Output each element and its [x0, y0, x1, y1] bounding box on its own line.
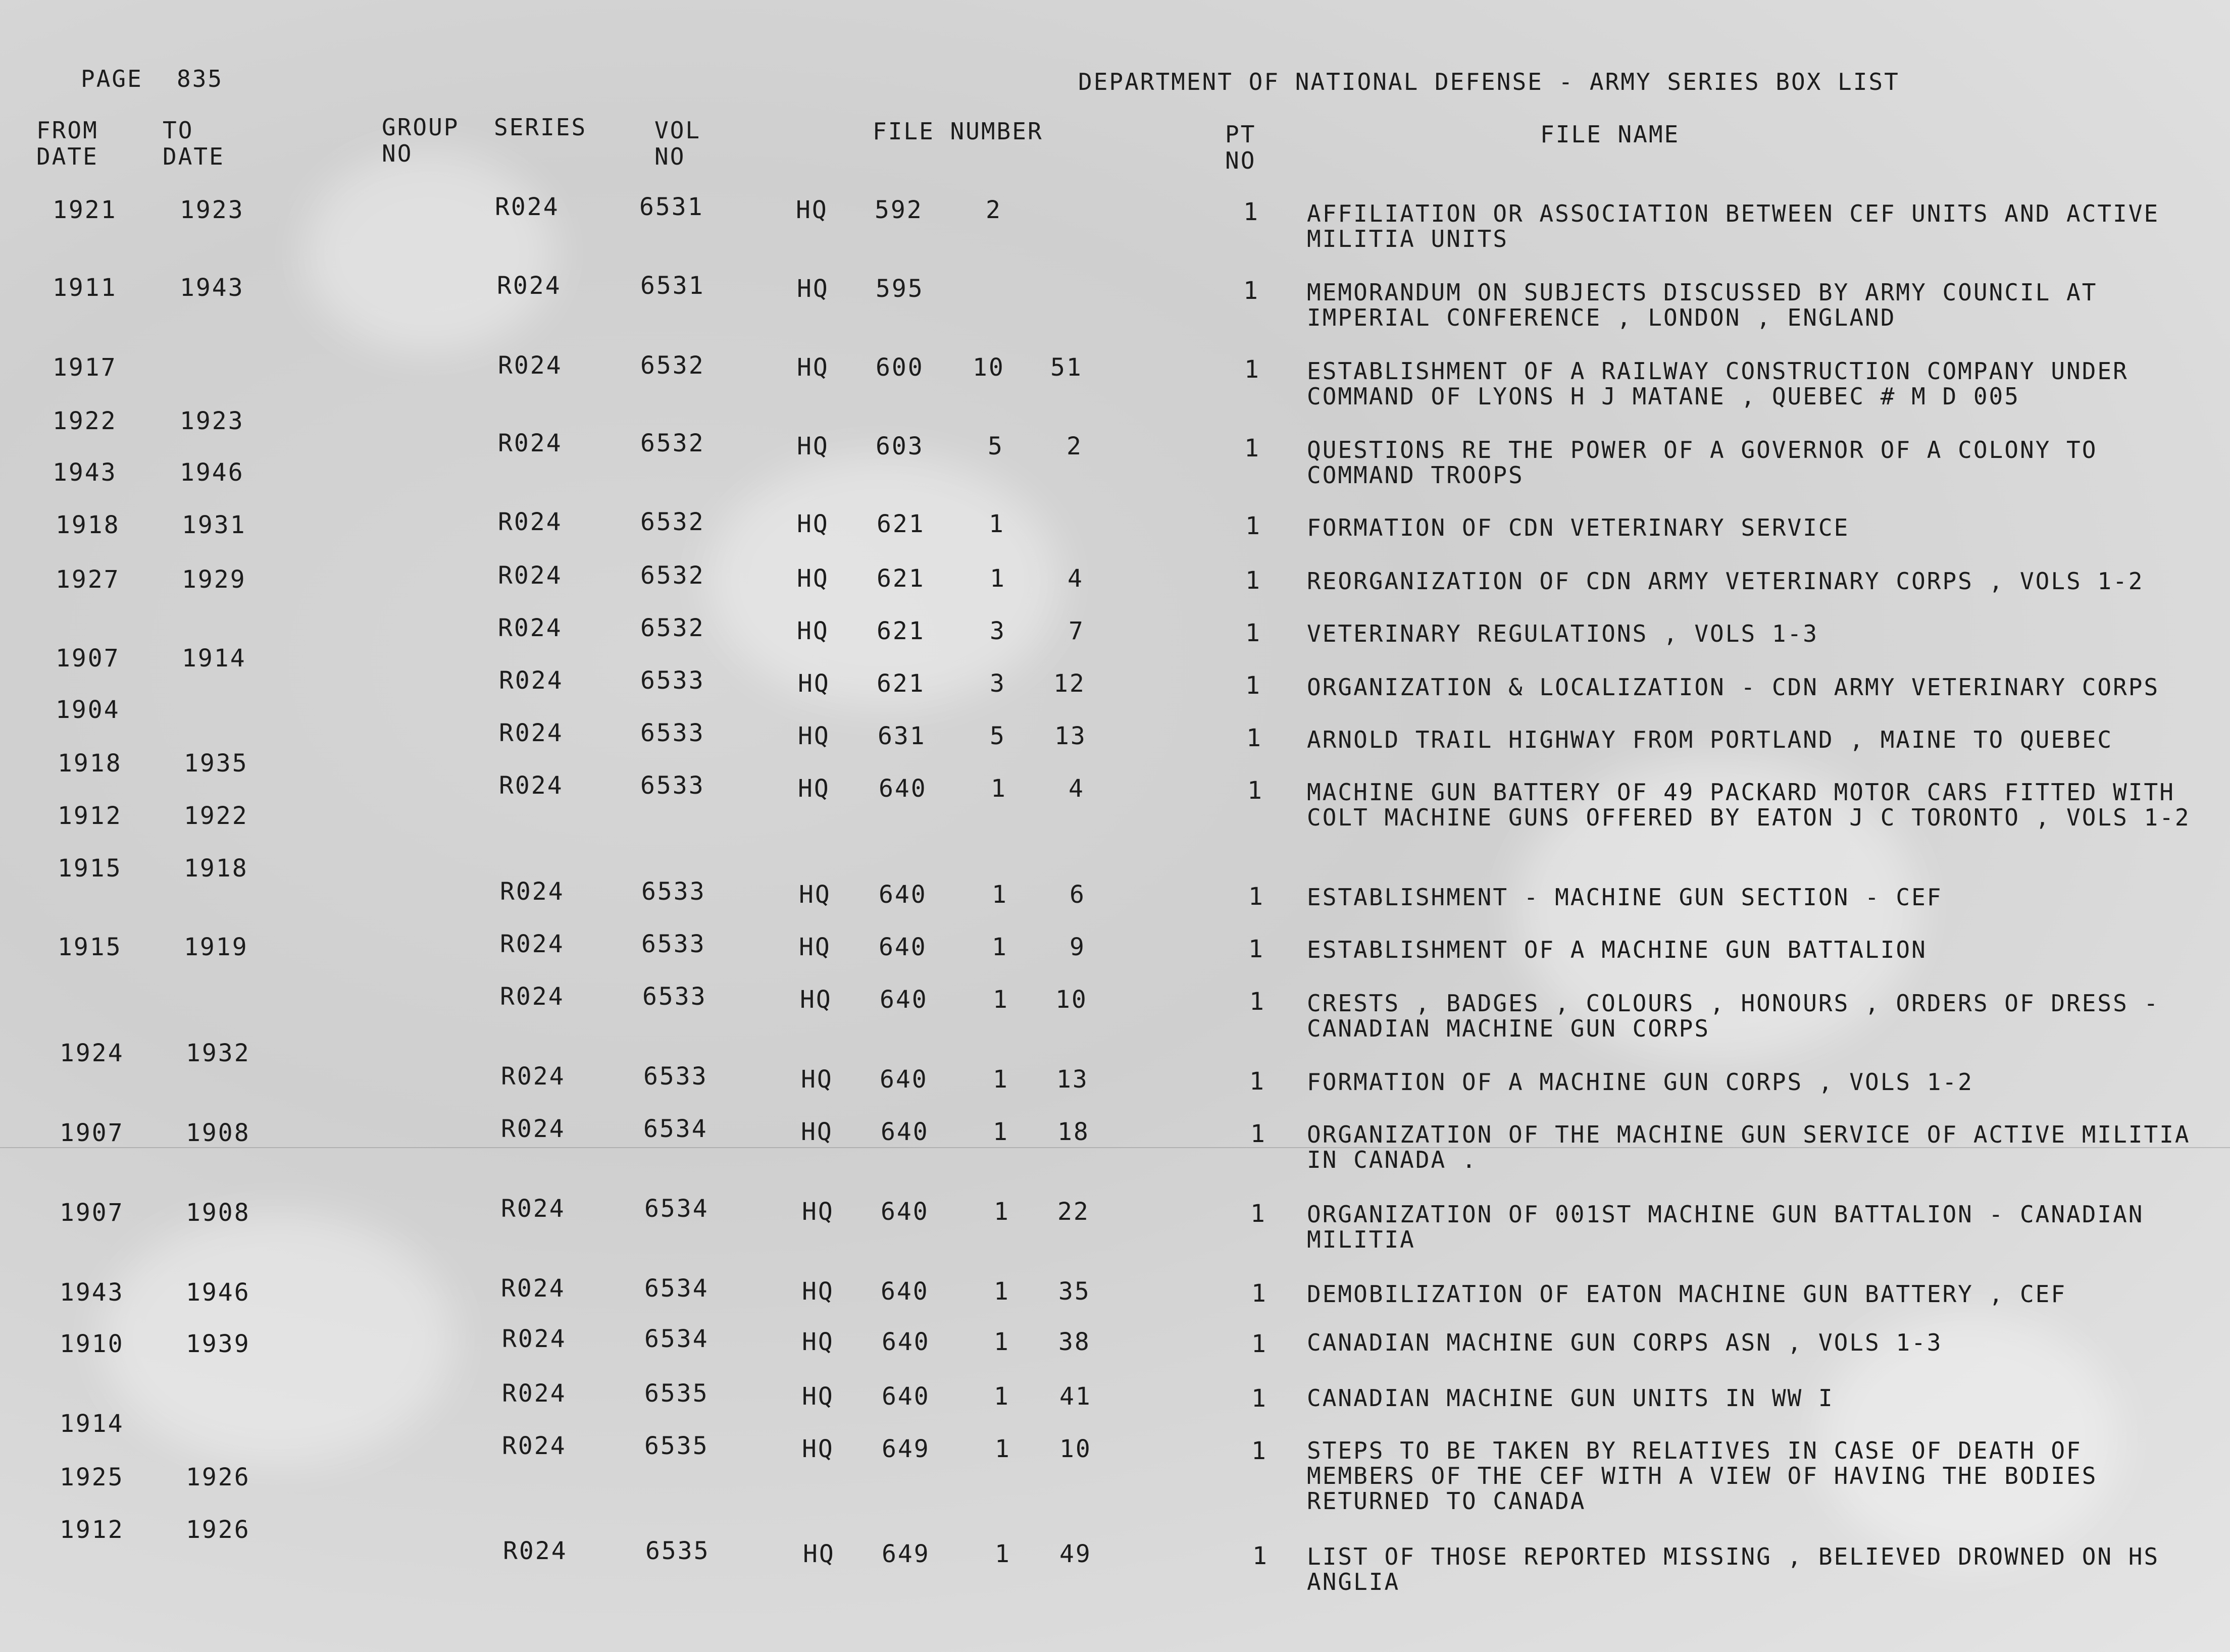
- from-date: 1924: [60, 1039, 124, 1067]
- pt-no: 1: [1245, 512, 1261, 540]
- file-number-1: 621: [877, 617, 925, 645]
- from-date: 1904: [56, 696, 120, 724]
- file-name: ESTABLISHMENT - MACHINE GUN SECTION - CEF: [1307, 884, 1943, 911]
- series: R024: [499, 719, 564, 747]
- file-number-2: 10: [973, 353, 1005, 382]
- to-date: 1931: [182, 511, 246, 539]
- series: R024: [500, 877, 565, 906]
- to-date: 1939: [186, 1330, 250, 1358]
- file-name: DEMOBILIZATION OF EATON MACHINE GUN BATTERY , CEF: [1307, 1280, 2067, 1308]
- header-vol: VOL: [654, 117, 701, 144]
- file-name: MEMORANDUM ON SUBJECTS DISCUSSED BY ARMY COUNCIL AT IMPERIAL CONFERENCE , LONDON , ENGLAND: [1307, 279, 2098, 331]
- hq: HQ: [800, 986, 832, 1014]
- hq: HQ: [803, 1540, 835, 1568]
- header-from: FROM: [36, 117, 98, 144]
- file-number-2: 1: [994, 1198, 1010, 1226]
- file-number-3: 10: [1055, 986, 1088, 1014]
- file-name: ESTABLISHMENT OF A RAILWAY CONSTRUCTION COMPANY UNDER COMMAND OF LYONS H J MATANE , QUEBEC # M D 005: [1307, 357, 2128, 410]
- file-number-2: 1: [994, 1328, 1010, 1356]
- series: R024: [495, 193, 560, 221]
- series: R024: [498, 561, 563, 590]
- series: R024: [500, 983, 565, 1011]
- background-blotch: [101, 1212, 454, 1464]
- file-name: ORGANIZATION & LOCALIZATION - CDN ARMY VETERINARY CORPS: [1307, 674, 2160, 701]
- header-file-name: FILE NAME: [1540, 121, 1680, 148]
- header-file-number: FILE NUMBER: [873, 118, 1043, 145]
- to-date: 1923: [180, 196, 244, 224]
- file-number-1: 621: [877, 669, 925, 698]
- vol-no: 6532: [640, 351, 705, 380]
- file-name: VETERINARY REGULATIONS , VOLS 1-3: [1307, 620, 1818, 647]
- header-vol-no: NO: [654, 143, 686, 170]
- file-number-2: 1: [995, 1540, 1011, 1568]
- file-number-2: 1: [993, 1065, 1009, 1094]
- from-date: 1915: [58, 933, 122, 961]
- file-number-3: 13: [1054, 722, 1087, 750]
- file-name: ARNOLD TRAIL HIGHWAY FROM PORTLAND , MAINE TO QUEBEC: [1307, 726, 2113, 753]
- file-name: STEPS TO BE TAKEN BY RELATIVES IN CASE OF DEATH OF MEMBERS OF THE CEF WITH A VIEW OF HAVING THE BODIES RETURNED TO CANADA: [1307, 1437, 2098, 1515]
- file-number-3: 38: [1058, 1328, 1091, 1356]
- file-number-2: 1: [993, 1118, 1009, 1146]
- pt-no: 1: [1252, 1542, 1269, 1570]
- file-number-1: 640: [882, 1328, 930, 1356]
- vol-no: 6533: [641, 930, 706, 958]
- pt-no: 1: [1245, 672, 1261, 700]
- series: R024: [498, 429, 563, 457]
- file-name: CANADIAN MACHINE GUN CORPS ASN , VOLS 1-3: [1307, 1329, 1943, 1356]
- file-number-3: 35: [1058, 1277, 1091, 1306]
- vol-no: 6533: [640, 771, 705, 800]
- to-date: 1914: [182, 644, 246, 673]
- to-date: 1929: [182, 565, 246, 594]
- header-to: TO: [163, 117, 194, 144]
- from-date: 1943: [60, 1278, 124, 1307]
- to-date: 1935: [184, 749, 248, 778]
- header-series: SERIES: [494, 114, 587, 141]
- hq: HQ: [797, 275, 829, 303]
- vol-no: 6531: [640, 272, 705, 300]
- file-name: ORGANIZATION OF THE MACHINE GUN SERVICE OF ACTIVE MILITIA IN CANADA .: [1307, 1121, 2191, 1173]
- to-date: 1918: [184, 854, 248, 883]
- hq: HQ: [802, 1328, 834, 1356]
- series: R024: [499, 771, 564, 800]
- pt-no: 1: [1245, 619, 1261, 647]
- background-blotch: [303, 151, 555, 353]
- file-number-2: 2: [986, 196, 1002, 224]
- file-number-1: 640: [881, 1277, 929, 1306]
- file-name: LIST OF THOSE REPORTED MISSING , BELIEVED DROWNED ON HS ANGLIA: [1307, 1543, 2160, 1595]
- pt-no: 1: [1251, 1384, 1268, 1413]
- hq: HQ: [802, 1382, 834, 1411]
- hq: HQ: [802, 1435, 834, 1463]
- to-date: 1908: [186, 1199, 250, 1227]
- header-group: GROUP: [382, 114, 460, 141]
- series: R024: [498, 351, 563, 380]
- from-date: 1912: [60, 1516, 124, 1544]
- file-name: FORMATION OF CDN VETERINARY SERVICE: [1307, 514, 1850, 541]
- pt-no: 1: [1251, 1330, 1268, 1358]
- to-date: 1908: [186, 1119, 250, 1147]
- vol-no: 6533: [642, 983, 707, 1011]
- file-name: QUESTIONS RE THE POWER OF A GOVERNOR OF A COLONY TO COMMAND TROOPS: [1307, 436, 2098, 489]
- to-date: 1926: [186, 1463, 250, 1491]
- from-date: 1912: [58, 802, 122, 830]
- from-date: 1907: [60, 1119, 124, 1147]
- file-name: ESTABLISHMENT OF A MACHINE GUN BATTALION: [1307, 936, 1927, 963]
- hq: HQ: [798, 775, 830, 803]
- vol-no: 6532: [640, 614, 705, 642]
- header-to-date: DATE: [163, 143, 225, 170]
- from-date: 1918: [56, 511, 120, 539]
- file-number-1: 649: [882, 1435, 930, 1463]
- file-number-1: 640: [882, 1382, 930, 1411]
- pt-no: 1: [1250, 1200, 1266, 1228]
- pt-no: 1: [1250, 1120, 1266, 1148]
- file-number-3: 10: [1059, 1435, 1092, 1463]
- hq: HQ: [799, 881, 831, 909]
- pt-no: 1: [1249, 988, 1265, 1016]
- hq: HQ: [797, 564, 829, 593]
- file-name: FORMATION OF A MACHINE GUN CORPS , VOLS 1-2: [1307, 1068, 1973, 1096]
- vol-no: 6531: [639, 193, 704, 221]
- vol-no: 6534: [644, 1195, 709, 1223]
- pt-no: 1: [1248, 935, 1264, 963]
- file-number-2: 5: [988, 432, 1004, 460]
- file-number-2: 3: [990, 669, 1006, 698]
- series: R024: [503, 1537, 568, 1565]
- vol-no: 6535: [645, 1537, 710, 1565]
- file-number-1: 603: [876, 432, 924, 460]
- hq: HQ: [797, 510, 829, 538]
- file-number-2: 1: [989, 510, 1005, 538]
- file-number-3: 51: [1050, 353, 1083, 382]
- file-number-2: 1: [994, 1382, 1010, 1411]
- hq: HQ: [796, 196, 828, 224]
- pt-no: 1: [1249, 1067, 1265, 1096]
- to-date: 1946: [180, 458, 244, 487]
- file-number-3: 49: [1059, 1540, 1092, 1568]
- from-date: 1914: [60, 1410, 124, 1438]
- file-number-3: 4: [1068, 564, 1084, 593]
- file-number-1: 640: [880, 986, 928, 1014]
- to-date: 1943: [180, 274, 244, 302]
- file-name: CANADIAN MACHINE GUN UNITS IN WW I: [1307, 1384, 1834, 1412]
- vol-no: 6534: [644, 1274, 709, 1303]
- vol-no: 6532: [640, 429, 705, 457]
- header-pt-no: NO: [1225, 147, 1256, 174]
- file-number-1: 595: [876, 275, 924, 303]
- to-date: 1946: [186, 1278, 250, 1307]
- file-number-2: 1: [991, 775, 1007, 803]
- pt-no: 1: [1247, 777, 1263, 805]
- series: R024: [497, 272, 562, 300]
- series: R024: [502, 1325, 567, 1353]
- to-date: 1922: [184, 802, 248, 830]
- file-number-3: 13: [1056, 1065, 1089, 1094]
- file-number-3: 2: [1067, 432, 1083, 460]
- from-date: 1943: [53, 458, 117, 487]
- pt-no: 1: [1244, 355, 1260, 384]
- file-number-3: 12: [1053, 669, 1086, 698]
- from-date: 1922: [53, 407, 117, 435]
- file-number-2: 1: [993, 986, 1009, 1014]
- pt-no: 1: [1243, 198, 1259, 226]
- hq: HQ: [801, 1065, 833, 1094]
- pt-no: 1: [1251, 1279, 1268, 1308]
- from-date: 1907: [56, 644, 120, 673]
- file-number-2: 5: [990, 722, 1006, 750]
- hq: HQ: [798, 669, 830, 698]
- hq: HQ: [798, 722, 830, 750]
- vol-no: 6533: [641, 877, 706, 906]
- pt-no: 1: [1243, 277, 1259, 305]
- vol-no: 6533: [640, 719, 705, 747]
- file-number-3: 18: [1057, 1118, 1090, 1146]
- pt-no: 1: [1246, 724, 1262, 752]
- series: R024: [502, 1432, 567, 1460]
- to-date: 1926: [186, 1516, 250, 1544]
- file-name: AFFILIATION OR ASSOCIATION BETWEEN CEF UNITS AND ACTIVE MILITIA UNITS: [1307, 200, 2160, 252]
- from-date: 1917: [53, 353, 117, 382]
- pt-no: 1: [1251, 1437, 1268, 1465]
- file-number-3: 9: [1070, 933, 1086, 961]
- from-date: 1918: [58, 749, 122, 778]
- from-date: 1927: [56, 565, 120, 594]
- file-number-2: 1: [995, 1435, 1011, 1463]
- vol-no: 6532: [640, 561, 705, 590]
- file-number-1: 640: [880, 1065, 928, 1094]
- hq: HQ: [801, 1118, 833, 1146]
- header-group-no: NO: [382, 140, 413, 167]
- from-date: 1921: [53, 196, 117, 224]
- pt-no: 1: [1248, 883, 1264, 911]
- vol-no: 6534: [644, 1325, 709, 1353]
- hq: HQ: [797, 617, 829, 645]
- file-number-2: 1: [992, 933, 1008, 961]
- file-number-3: 7: [1069, 617, 1085, 645]
- file-number-1: 621: [877, 564, 925, 593]
- hq: HQ: [797, 432, 829, 460]
- file-number-3: 22: [1057, 1198, 1090, 1226]
- file-name: ORGANIZATION OF 001ST MACHINE GUN BATTALION - CANADIAN MILITIA: [1307, 1201, 2144, 1253]
- file-name: CRESTS , BADGES , COLOURS , HONOURS , ORDERS OF DRESS - CANADIAN MACHINE GUN CORPS: [1307, 990, 2160, 1042]
- series: R024: [501, 1274, 566, 1303]
- series: R024: [498, 508, 563, 536]
- vol-no: 6532: [640, 508, 705, 536]
- page-label: PAGE: [81, 65, 143, 92]
- file-number-1: 621: [877, 510, 925, 538]
- document-title: DEPARTMENT OF NATIONAL DEFENSE - ARMY SERIES BOX LIST: [1078, 68, 1900, 95]
- series: R024: [501, 1195, 566, 1223]
- hq: HQ: [799, 933, 831, 961]
- file-number-1: 640: [881, 1198, 929, 1226]
- vol-no: 6535: [644, 1432, 709, 1460]
- from-date: 1911: [53, 274, 117, 302]
- vol-no: 6533: [640, 666, 705, 695]
- header-pt: PT: [1225, 121, 1256, 148]
- header-from-date: DATE: [36, 143, 98, 170]
- vol-no: 6533: [643, 1062, 708, 1091]
- pt-no: 1: [1245, 566, 1261, 595]
- series: R024: [500, 930, 565, 958]
- to-date: 1919: [184, 933, 248, 961]
- file-number-1: 640: [879, 933, 927, 961]
- file-number-1: 640: [881, 1118, 929, 1146]
- pt-no: 1: [1244, 434, 1260, 462]
- file-number-1: 600: [876, 353, 924, 382]
- file-number-1: 592: [875, 196, 923, 224]
- from-date: 1907: [60, 1199, 124, 1227]
- series: R024: [501, 1115, 566, 1143]
- series: R024: [501, 1062, 566, 1091]
- series: R024: [498, 614, 563, 642]
- file-number-3: 6: [1070, 881, 1086, 909]
- hq: HQ: [797, 353, 829, 382]
- vol-no: 6535: [644, 1379, 709, 1408]
- file-number-1: 640: [879, 775, 927, 803]
- file-number-2: 1: [990, 564, 1006, 593]
- from-date: 1915: [58, 854, 122, 883]
- hq: HQ: [802, 1277, 834, 1306]
- file-number-1: 649: [882, 1540, 930, 1568]
- hq: HQ: [802, 1198, 834, 1226]
- vol-no: 6534: [643, 1115, 708, 1143]
- series: R024: [499, 666, 564, 695]
- file-number-1: 640: [879, 881, 927, 909]
- file-number-2: 1: [994, 1277, 1010, 1306]
- file-name: REORGANIZATION OF CDN ARMY VETERINARY CORPS , VOLS 1-2: [1307, 567, 2144, 595]
- to-date: 1923: [180, 407, 244, 435]
- file-name: MACHINE GUN BATTERY OF 49 PACKARD MOTOR CARS FITTED WITH COLT MACHINE GUNS OFFERED BY EATON J C TORONTO , VOLS 1-2: [1307, 779, 2191, 831]
- file-number-3: 41: [1059, 1382, 1092, 1411]
- page-number: 835: [177, 65, 224, 92]
- file-number-2: 3: [990, 617, 1006, 645]
- to-date: 1932: [186, 1039, 250, 1067]
- from-date: 1910: [60, 1330, 124, 1358]
- from-date: 1925: [60, 1463, 124, 1491]
- file-number-3: 4: [1069, 775, 1085, 803]
- series: R024: [502, 1379, 567, 1408]
- file-number-1: 631: [878, 722, 926, 750]
- file-number-2: 1: [992, 881, 1008, 909]
